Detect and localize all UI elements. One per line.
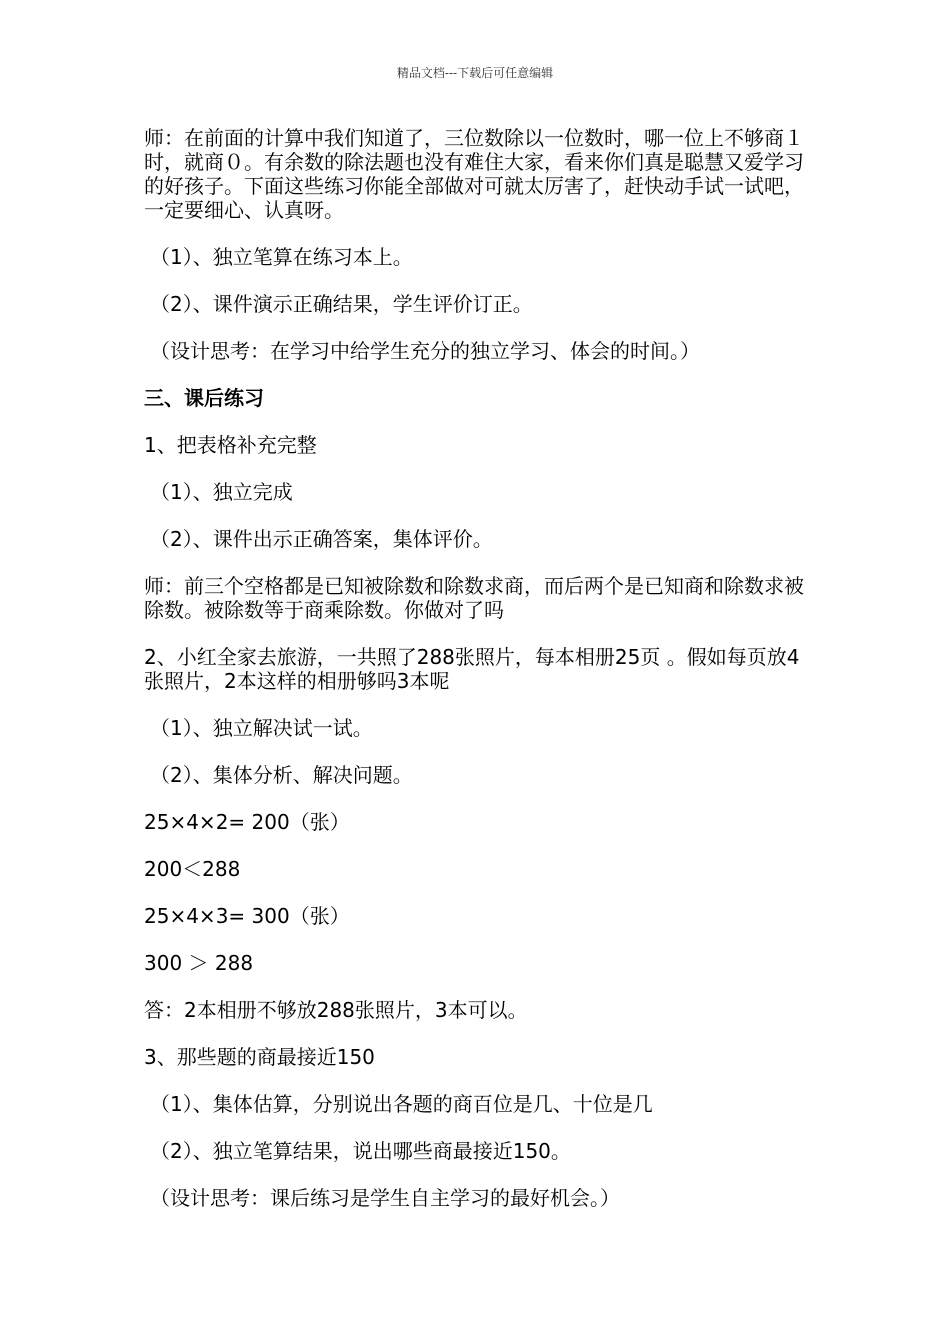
exercise-1-step-1: （1）、独立完成 bbox=[150, 480, 293, 504]
calc-line-4: 300 ＞ 288 bbox=[144, 951, 254, 975]
document-body bbox=[144, 126, 806, 1233]
design-note-1: （设计思考：在学习中给学生充分的独立学习、体会的时间。） bbox=[150, 339, 700, 363]
exercise-2-step-2: （2）、集体分析、解决问题。 bbox=[150, 763, 413, 787]
exercise-3-title: 3、那些题的商最接近150 bbox=[144, 1045, 375, 1069]
exercise-3-step-1: （1）、集体估算，分别说出各题的商百位是几、十位是几 bbox=[150, 1092, 653, 1116]
calc-line-3: 25×4×3= 300（张） bbox=[144, 904, 350, 928]
exercise-3-step-2: （2）、独立笔算结果，说出哪些商最接近150。 bbox=[150, 1139, 571, 1163]
teacher-explanation: 师：前三个空格都是已知被除数和除数求商，而后两个是已知商和除数求被除数。被除数等于商乘除数。你做对了吗 bbox=[144, 574, 804, 622]
exercise-1-title: 1、把表格补充完整 bbox=[144, 433, 317, 457]
exercise-2-step-1: （1）、独立解决试一试。 bbox=[150, 716, 373, 740]
section-heading-after-class-practice: 三、课后练习 bbox=[144, 386, 264, 410]
teacher-intro-paragraph: 师：在前面的计算中我们知道了，三位数除以一位数时，哪一位上不够商１时，就商０。有余数的除法题也没有难住大家，看来你们真是聪慧又爱学习的好孩子。下面这些练习你能全部做对可就太厉害了，赶快动手试一试吧，一定要细心、认真呀。 bbox=[144, 126, 804, 222]
calc-line-2: 200＜288 bbox=[144, 857, 241, 881]
step-1-independent-calc: （1）、独立笔算在练习本上。 bbox=[150, 245, 413, 269]
design-note-2: （设计思考：课后练习是学生自主学习的最好机会。） bbox=[150, 1186, 620, 1210]
exercise-2-problem: 2、小红全家去旅游，一共照了288张照片，每本相册25页 。假如每页放4张照片，2本这样的相册够吗3本呢 bbox=[144, 645, 800, 693]
exercise-2-answer: 答：2本相册不够放288张照片，3本可以。 bbox=[144, 998, 528, 1022]
exercise-1-step-2: （2）、课件出示正确答案，集体评价。 bbox=[150, 527, 493, 551]
calc-line-1: 25×4×2= 200（张） bbox=[144, 810, 350, 834]
page-header: 精品文档---下载后可任意编辑 bbox=[396, 66, 554, 80]
step-2-courseware-demo: （2）、课件演示正确结果，学生评价订正。 bbox=[150, 292, 533, 316]
